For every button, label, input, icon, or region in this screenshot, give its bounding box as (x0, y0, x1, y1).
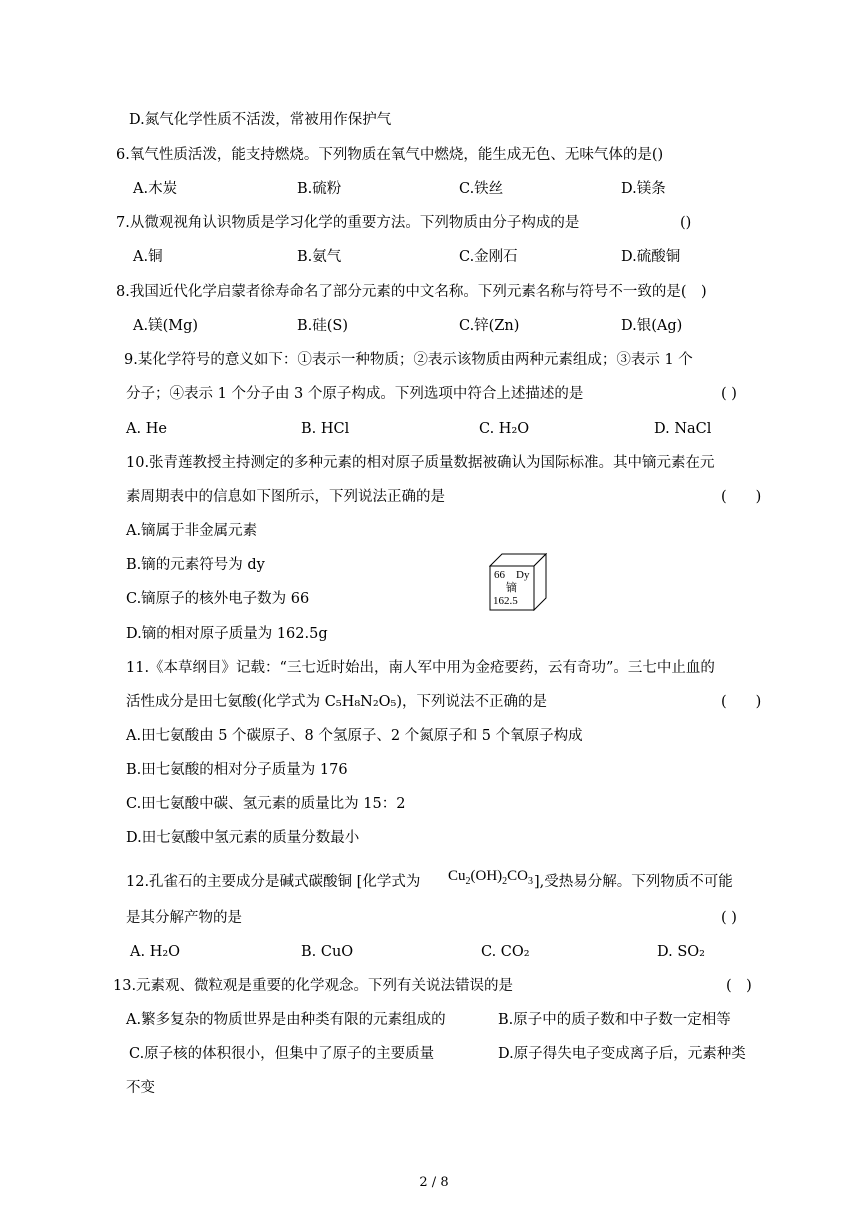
q9-option-c: C. H₂O (479, 421, 530, 437)
q13-option-b: B.原子中的质子数和中子数一定相等 (498, 1012, 731, 1028)
q12-option-a: A. H₂O (130, 944, 181, 960)
q8-option-d: D.银(Ag) (621, 318, 683, 334)
q8-option-c: C.锌(Zn) (459, 318, 520, 334)
element-symbol: Dy (516, 569, 530, 581)
q9-stem-line1: 9.某化学符号的意义如下：①表示一种物质；②表示该物质由两种元素组成；③表示 1 个 (124, 352, 693, 368)
q10-answer-paren: ( ) (721, 489, 762, 505)
q12-stem-part1: 12.孔雀石的主要成分是碱式碳酸铜 [化学式为 (126, 874, 421, 890)
q9-answer-paren: ( ) (721, 386, 737, 402)
q10-stem-line2: 素周期表中的信息如下图所示，下列说法正确的是 (126, 489, 445, 505)
q13-option-c: C.原子核的体积很小，但集中了原子的主要质量 (129, 1046, 435, 1062)
dysprosium-element-card (489, 553, 547, 611)
q12-stem-part2: ],受热易分解。下列物质不可能 (534, 874, 733, 890)
q7-option-d: D.硫酸铜 (621, 249, 681, 265)
q9-option-a: A. He (126, 421, 167, 437)
q6-option-c: C.铁丝 (459, 181, 504, 197)
q10-stem-line1: 10.张青莲教授主持测定的多种元素的相对原子质量数据被确认为国际标准。其中镝元素在元 (126, 455, 715, 471)
q13-option-d: D.原子得失电子变成离子后，元素种类 (498, 1046, 746, 1062)
q6-option-a: A.木炭 (133, 181, 178, 197)
q10-option-a: A.镝属于非金属元素 (126, 523, 258, 539)
q11-stem-line1: 11.《本草纲目》记载：“三七近时始出，南人军中用为金疮要药，云有奇功”。三七中止血的 (126, 660, 715, 676)
q9-stem-line2: 分子；④表示 1 个分子由 3 个原子构成。下列选项中符合上述描述的是 (126, 386, 584, 402)
q12-answer-paren: ( ) (721, 910, 737, 926)
q7-option-b: B.氨气 (297, 249, 342, 265)
q11-stem-line2: 活性成分是田七氨酸(化学式为 C₅H₈N₂O₅)，下列说法不正确的是 (126, 694, 547, 710)
q6-option-d: D.镁条 (621, 181, 666, 197)
q6-stem: 6.氧气性质活泼，能支持燃烧。下列物质在氧气中燃烧，能生成无色、无味气体的是() (116, 147, 664, 163)
q12-option-d: D. SO₂ (657, 944, 705, 960)
q7-answer-paren: () (680, 215, 692, 231)
q7-option-c: C.金刚石 (459, 249, 518, 265)
q13-answer-paren: ( ) (726, 978, 752, 994)
q11-option-c: C.田七氨酸中碳、氢元素的质量比为 15：2 (126, 796, 406, 812)
q12-option-b: B. CuO (301, 944, 354, 960)
q11-option-b: B.田七氨酸的相对分子质量为 176 (126, 762, 348, 778)
q12-option-c: C. CO₂ (481, 944, 530, 960)
q13-stem: 13.元素观、微粒观是重要的化学观念。下列有关说法错误的是 (113, 978, 514, 994)
q11-option-d: D.田七氨酸中氢元素的质量分数最小 (126, 830, 360, 846)
q8-option-b: B.硅(S) (297, 318, 349, 334)
q9-option-b: B. HCl (301, 421, 350, 437)
q13-option-d-continued: 不变 (126, 1080, 155, 1096)
q7-stem: 7.从微观视角认识物质是学习化学的重要方法。下列物质由分子构成的是 (116, 215, 580, 231)
q12-formula: $Cu_2(OH)_2CO_3$ (448, 868, 534, 887)
q10-option-b: B.镝的元素符号为 dy (126, 557, 265, 573)
q10-option-c: C.镝原子的核外电子数为 66 (126, 591, 310, 607)
q10-option-d: D.镝的相对原子质量为 162.5g (126, 626, 328, 642)
q9-option-d: D. NaCl (654, 421, 712, 437)
element-atomic-mass: 162.5 (493, 595, 518, 607)
q12-stem-line2: 是其分解产物的是 (126, 910, 242, 926)
q11-answer-paren: ( ) (721, 694, 762, 710)
element-atomic-number: 66 (494, 569, 505, 581)
q8-option-a: A.镁(Mg) (133, 318, 199, 334)
q5-option-d: D.氮气化学性质不活泼，常被用作保护气 (129, 112, 392, 128)
element-name: 镝 (506, 581, 517, 594)
q7-option-a: A.铜 (133, 249, 163, 265)
q11-option-a: A.田七氨酸由 5 个碳原子、8 个氢原子、2 个氮原子和 5 个氧原子构成 (126, 728, 583, 744)
q8-stem: 8.我国近代化学启蒙者徐寿命名了部分元素的中文名称。下列元素名称与符号不一致的是( ) (116, 284, 707, 300)
q6-option-b: B.硫粉 (297, 181, 342, 197)
page-number: 2 / 8 (419, 1175, 449, 1190)
q13-option-a: A.繁多复杂的物质世界是由种类有限的元素组成的 (126, 1012, 446, 1028)
